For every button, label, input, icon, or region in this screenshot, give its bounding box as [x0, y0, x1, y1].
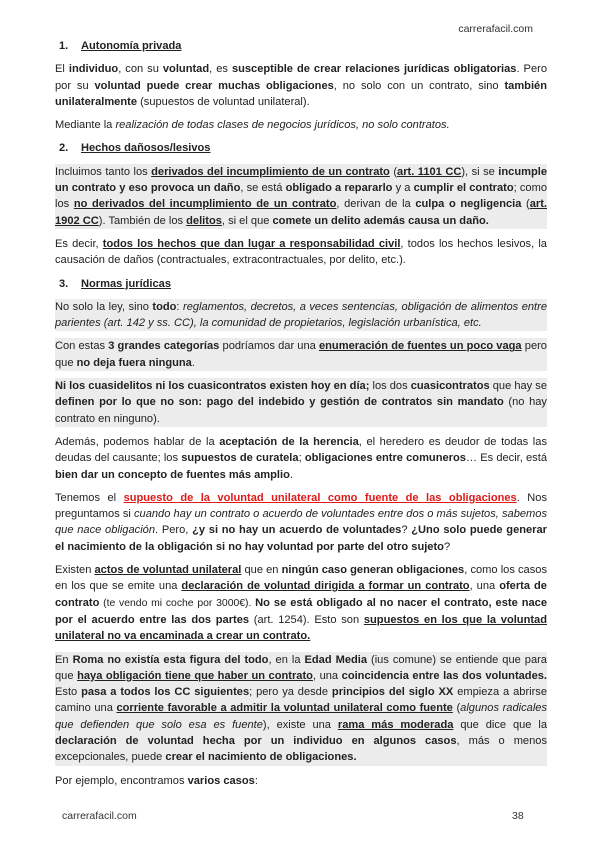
paragraph-autonomia: El individuo, con su voluntad, es susceptible de crear relaciones jurídicas obligatorias. Pero por su voluntad puede crear muchas obligaciones, no solo con un contrato, sino también unilateralmente (supuestos de voluntad unilateral).: [55, 63, 547, 108]
page-header-site: carrerafacil.com: [458, 23, 533, 35]
page-footer-site: carrerafacil.com: [62, 810, 137, 822]
document-body: [55, 38, 547, 796]
paragraph-hechos: Incluimos tanto los derivados del incumplimiento de un contrato (art. 1101 CC), si se incumple un contrato y eso provoca un daño, se está obligado a repararlo y a cumplir el contrato; como los no derivados del incumplimiento de un contrato, derivan de la culpa o negligencia (art. 1902 CC). También de los delitos, si el que comete un delito además causa un daño.: [55, 164, 547, 229]
paragraph-ejemplos: Por ejemplo, encontramos varios casos:: [55, 774, 258, 787]
paragraph-cuasicontratos: Ni los cuasidelitos ni los cuasicontratos existen hoy en día; los dos cuasicontratos que hay se definen por lo que no son: pago del indebido y gestión de contratos sin mandato (no hay contrato en ninguno).: [55, 378, 547, 427]
paragraph-voluntad-unilateral: Tenemos el supuesto de la voluntad unilateral como fuente de las obligaciones. Nos preguntamos si cuando hay un contrato o acuerdo de voluntades entre dos o más sujetos, sabemos que nace obligación. Pero, ¿y si no hay un acuerdo de voluntades? ¿Uno solo puede generar el nacimiento de la obligación si no hay voluntad por parte del otro sujeto?: [55, 491, 547, 553]
section-heading-1: 1. Autonomía privada: [59, 40, 182, 52]
paragraph-responsabilidad: Es decir, todos los hechos que dan lugar a responsabilidad civil, todos los hechos lesivos, la causación de daños (contractuales, extracontractuales, por delito, etc.).: [55, 237, 547, 267]
page-number: 38: [512, 810, 524, 822]
paragraph-historia: En Roma no existía esta figura del todo, en la Edad Media (ius comune) se entiende que para que haya obligación tiene que haber un contrato, una coincidencia entre las dos voluntades. Esto pasa a todos los CC siguientes; pero ya desde principios del siglo XX empieza a abrirse camino una corriente favorable a admitir la voluntad unilateral como fuente (algunos radicales que defienden que solo esa es fuente), existe una rama más moderada que dice que la declaración de voluntad hecha por un individuo en algunos casos, más o menos excepcionales, puede crear el nacimiento de obligaciones.: [55, 652, 547, 766]
paragraph-normas: No solo la ley, sino todo: reglamentos, decretos, a veces sentencias, obligación de alimentos entre parientes (art. 142 y ss. CC), la comunidad de propietarios, legislación urbanística, etc.: [55, 299, 547, 332]
paragraph-herencia: Además, podemos hablar de la aceptación de la herencia, el heredero es deudor de todas las deudas del causante; los supuestos de curatela; obligaciones entre comuneros… Es decir, está bien dar un concepto de fuentes más amplio.: [55, 435, 547, 481]
section-heading-2: 2. Hechos dañosos/lesivos: [59, 142, 211, 155]
paragraph-categorias: Con estas 3 grandes categorías podríamos dar una enumeración de fuentes un poco vaga pero que no deja fuera ninguna.: [55, 338, 547, 371]
section-heading-3: 3. Normas jurídicas: [59, 277, 172, 290]
paragraph-negocios: Mediante la realización de todas clases de negocios jurídicos, no solo contratos.: [55, 119, 450, 132]
paragraph-actos-voluntad: Existen actos de voluntad unilateral que en ningún caso generan obligaciones, como los casos en los que se emite una declaración de voluntad dirigida a formar un contrato, una oferta de contrato (te vendo mi coche por 3000€). No se está obligado al no nacer el contrato, este nace por el acuerdo entre las dos partes (art. 1254). Esto son supuestos en los que la voluntad unilateral no va encaminada a crear un contrato.: [55, 564, 548, 643]
